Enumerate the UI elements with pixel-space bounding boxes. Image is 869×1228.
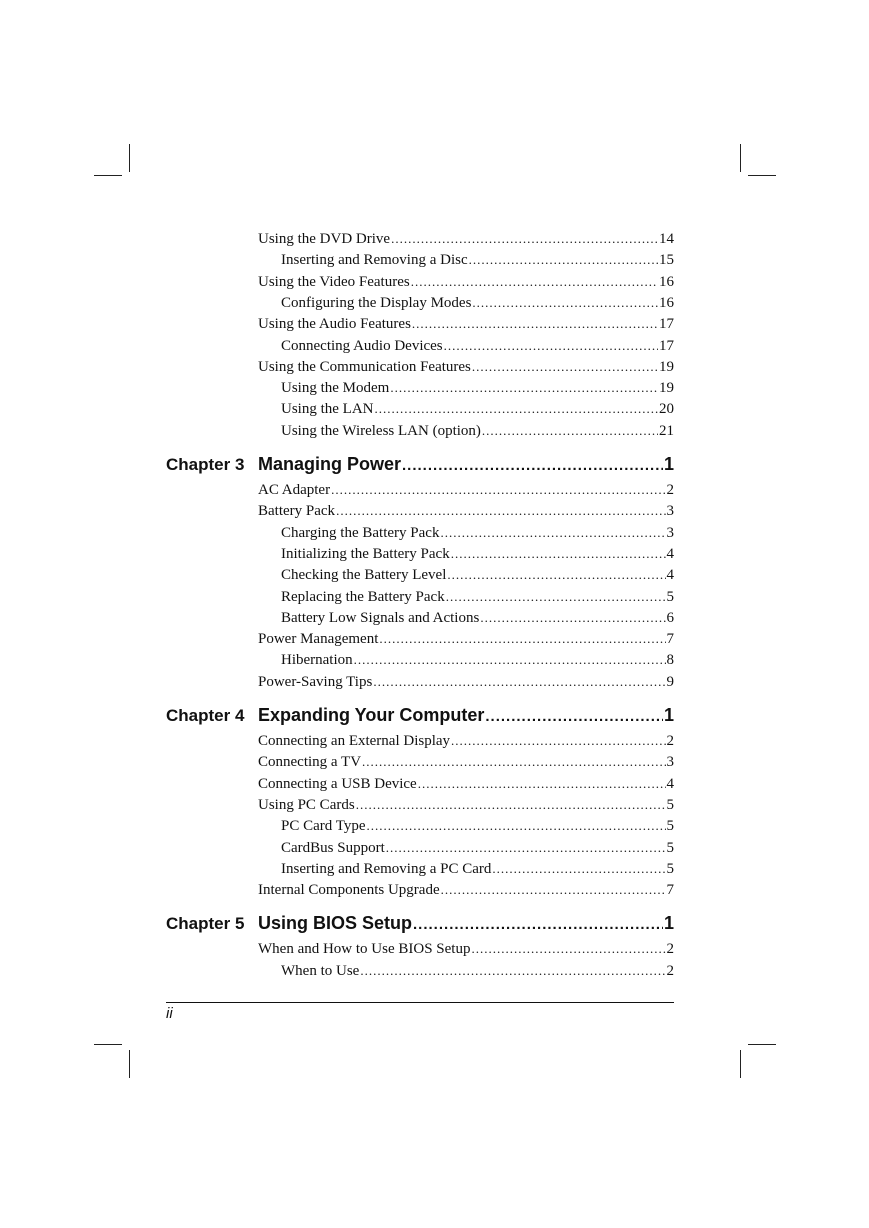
entry-page-number: 19	[659, 358, 674, 375]
chapter-label: Chapter 4	[166, 706, 245, 725]
toc-subentry[interactable]	[281, 838, 674, 858]
dot-leader	[331, 480, 665, 500]
dot-leader	[418, 774, 666, 794]
entry-page-number: 4	[666, 775, 674, 792]
entry-title: Connecting Audio Devices	[281, 337, 443, 354]
dot-leader	[336, 501, 665, 521]
chapter-heading-link[interactable]	[258, 453, 674, 477]
entry-page-number: 17	[659, 316, 674, 333]
dot-leader	[469, 250, 658, 270]
dot-leader	[447, 565, 665, 585]
dot-leader	[446, 587, 666, 607]
entry-title: Using the Modem	[281, 380, 390, 397]
entry-title: Using the DVD Drive	[258, 231, 391, 247]
entry-title: Checking the Battery Level	[281, 567, 447, 584]
entry-title: CardBus Support	[281, 839, 385, 856]
entry-title: Hibernation	[281, 652, 353, 669]
toc-entry[interactable]	[258, 357, 674, 377]
entry-title: Inserting and Removing a PC Card	[281, 860, 492, 877]
entry-title: Initializing the Battery Pack	[281, 545, 450, 562]
chapter-title: Using BIOS Setup	[258, 913, 413, 934]
crop-mark-bottom-left-v	[129, 1050, 130, 1078]
chapter-page-number: 1	[663, 705, 674, 725]
entry-page-number: 19	[659, 380, 674, 397]
entry-title: Charging the Battery Pack	[281, 524, 440, 541]
toc-entry[interactable]	[258, 480, 674, 500]
chapter-title: Expanding Your Computer	[258, 705, 485, 725]
entry-page-number: 2	[666, 482, 674, 498]
dot-leader	[472, 293, 658, 313]
entry-page-number: 2	[666, 941, 674, 958]
entry-title: Power-Saving Tips	[258, 673, 373, 690]
toc-subentry[interactable]	[281, 961, 674, 981]
entry-title: Connecting a USB Device	[258, 775, 417, 792]
page-folio: ii	[166, 1005, 173, 1022]
toc-subentry[interactable]	[281, 336, 674, 356]
dot-leader	[362, 752, 665, 772]
entry-title: Using the Communication Features	[258, 358, 471, 375]
dot-leader	[444, 336, 658, 356]
toc-entry[interactable]	[258, 629, 674, 649]
chapter-page-number: 1	[663, 913, 674, 934]
entry-page-number: 2	[666, 733, 674, 749]
entry-title: PC Card Type	[281, 818, 366, 835]
toc-subentry[interactable]	[281, 421, 674, 441]
entry-page-number: 21	[659, 422, 674, 439]
entry-title: Battery Low Signals and Actions	[281, 609, 480, 626]
dot-leader	[411, 272, 658, 292]
entry-page-number: 4	[666, 545, 674, 562]
dot-leader	[360, 961, 665, 981]
crop-mark-top-left-v	[129, 144, 130, 172]
toc-subentry[interactable]	[281, 293, 674, 313]
entry-title: Using the Audio Features	[258, 316, 411, 333]
dot-leader	[375, 399, 659, 419]
entry-title: Power Management	[258, 631, 379, 648]
dot-leader	[440, 523, 665, 543]
entry-page-number: 16	[659, 294, 674, 311]
entry-title: Replacing the Battery Pack	[281, 588, 445, 605]
toc-subentry[interactable]	[281, 399, 674, 419]
dot-leader	[480, 608, 665, 628]
entry-page-number: 17	[659, 337, 674, 354]
crop-mark-top-right-v	[740, 144, 741, 172]
toc-subentry[interactable]	[281, 650, 674, 670]
entry-title: AC Adapter	[258, 482, 331, 498]
entry-page-number: 2	[666, 962, 674, 979]
entry-title: Using PC Cards	[258, 796, 355, 813]
entry-page-number: 20	[659, 401, 674, 418]
crop-mark-bottom-right-h	[748, 1044, 776, 1045]
dot-leader	[386, 838, 666, 858]
entry-page-number: 5	[666, 839, 674, 856]
dot-leader	[367, 816, 666, 836]
dot-leader	[373, 672, 665, 692]
dot-leader	[379, 629, 665, 649]
entry-page-number: 3	[666, 524, 674, 541]
dot-leader	[356, 795, 666, 815]
toc-subentry[interactable]	[281, 587, 674, 607]
entry-page-number: 5	[666, 588, 674, 605]
toc-subentry[interactable]	[281, 378, 674, 398]
toc-subentry[interactable]	[281, 859, 674, 879]
crop-mark-top-right-h	[748, 175, 776, 176]
chapter-label: Chapter 5	[166, 914, 245, 934]
dot-leader	[402, 455, 663, 477]
chapter-page-number: 1	[663, 454, 674, 474]
toc-subentry[interactable]	[281, 816, 674, 836]
dot-leader	[485, 706, 663, 728]
chapter-heading-link[interactable]	[258, 912, 674, 936]
toc-entry[interactable]	[258, 229, 674, 249]
dot-leader	[412, 314, 658, 334]
dot-leader	[471, 939, 665, 959]
footer-rule	[166, 1002, 674, 1003]
toc-subentry[interactable]	[281, 565, 674, 585]
entry-title: Using the LAN	[281, 401, 374, 418]
entry-page-number: 7	[666, 882, 674, 899]
entry-page-number: 5	[666, 860, 674, 877]
entry-page-number: 8	[666, 652, 674, 669]
toc-entry[interactable]	[258, 672, 674, 692]
entry-page-number: 3	[666, 503, 674, 520]
entry-title: Using the Wireless LAN (option)	[281, 422, 481, 439]
entry-title: Configuring the Display Modes	[281, 294, 472, 311]
toc-subentry[interactable]	[281, 523, 674, 543]
toc-entry[interactable]	[258, 939, 674, 959]
entry-title: Battery Pack	[258, 503, 336, 520]
dot-leader	[441, 880, 666, 900]
crop-mark-bottom-right-v	[740, 1050, 741, 1078]
crop-mark-bottom-left-h	[94, 1044, 122, 1045]
entry-page-number: 14	[659, 231, 674, 247]
entry-title: Connecting an External Display	[258, 733, 451, 749]
entry-page-number: 4	[666, 567, 674, 584]
toc-entry[interactable]	[258, 314, 674, 334]
toc-entry[interactable]	[258, 272, 674, 292]
toc-entry[interactable]	[258, 774, 674, 794]
toc-subentry[interactable]	[281, 544, 674, 564]
entry-page-number: 9	[666, 673, 674, 690]
dot-leader	[391, 229, 658, 249]
dot-leader	[451, 544, 666, 564]
toc-entry[interactable]	[258, 752, 674, 772]
toc-entry[interactable]	[258, 880, 674, 900]
entry-page-number: 7	[666, 631, 674, 648]
entry-page-number: 5	[666, 796, 674, 813]
chapter-heading-link[interactable]	[258, 704, 674, 728]
entry-title: Connecting a TV	[258, 754, 362, 771]
entry-page-number: 3	[666, 754, 674, 771]
entry-title: Using the Video Features	[258, 273, 410, 290]
dot-leader	[390, 378, 658, 398]
entry-title: When and How to Use BIOS Setup	[258, 941, 471, 958]
entry-page-number: 5	[666, 818, 674, 835]
dot-leader	[413, 914, 663, 936]
dot-leader	[472, 357, 658, 377]
entry-title: Inserting and Removing a Disc	[281, 252, 468, 269]
chapter-label: Chapter 3	[166, 455, 245, 474]
toc-subentry[interactable]	[281, 250, 674, 270]
toc-entry[interactable]	[258, 501, 674, 521]
dot-leader	[492, 859, 665, 879]
toc-subentry[interactable]	[281, 608, 674, 628]
chapter-title: Managing Power	[258, 454, 402, 474]
dot-leader	[451, 731, 665, 751]
dot-leader	[482, 421, 658, 441]
crop-mark-top-left-h	[94, 175, 122, 176]
entry-page-number: 16	[659, 273, 674, 290]
toc-entry[interactable]	[258, 731, 674, 751]
entry-page-number: 6	[666, 609, 674, 626]
dot-leader	[354, 650, 666, 670]
toc-entry[interactable]	[258, 795, 674, 815]
entry-page-number: 15	[659, 252, 674, 269]
entry-title: Internal Components Upgrade	[258, 882, 440, 899]
entry-title: When to Use	[281, 962, 360, 979]
